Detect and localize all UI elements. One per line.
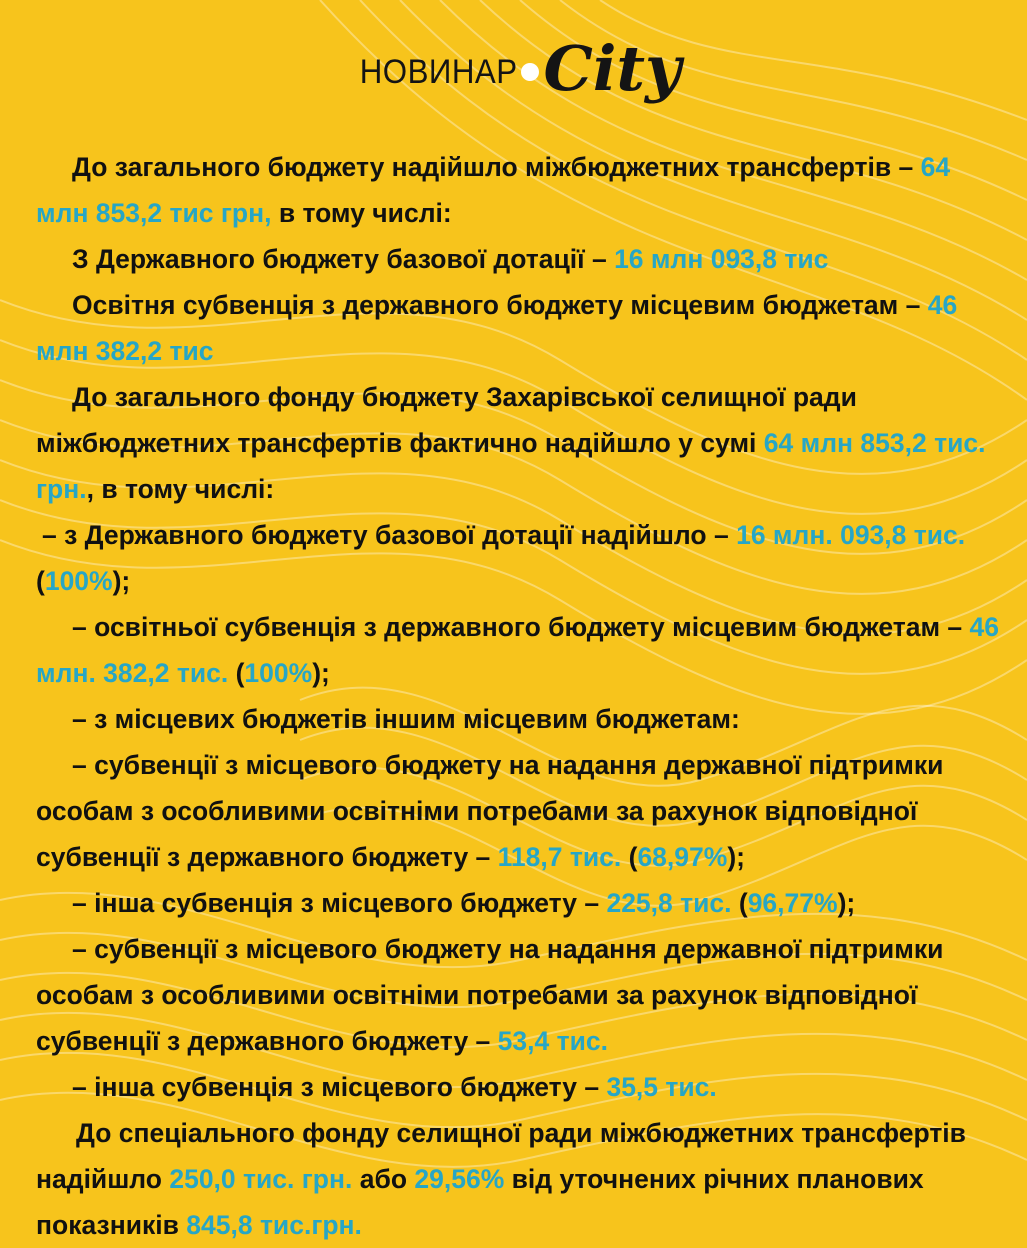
text-segment: ); (112, 566, 131, 596)
text-segment (913, 152, 920, 182)
list-item-education-subvention (36, 604, 1001, 696)
text-segment: від уточнених річних планових показників (36, 1164, 924, 1240)
paragraph-total-transfers (36, 144, 1001, 236)
text-segment: Освітня субвенція з державного бюджету місцевим бюджетам – (72, 290, 928, 320)
text-segment: До загального бюджету надійшло міжбюджетних трансфертів – (72, 152, 914, 182)
highlighted-amount: 46 млн 382,2 тис (36, 290, 958, 366)
text-segment: , в тому числі: (86, 474, 275, 504)
highlighted-amount: 845,8 тис.грн. (186, 1210, 362, 1240)
logo-dot-icon (521, 63, 539, 81)
text-segment: – освітньої субвенція з державного бюджету місцевим бюджетам – (72, 612, 970, 642)
header (0, 22, 1027, 122)
highlighted-amount: 250,0 тис. грн. (169, 1164, 353, 1194)
text-segment: – з місцевих бюджетів іншим місцевим бюджетам: (72, 704, 740, 734)
text-segment: З Державного бюджету базової дотації – (72, 244, 615, 274)
text-segment: ); (312, 658, 330, 688)
text-segment: ); (727, 842, 745, 872)
text-segment: До загального фонду бюджету Захарівської селищної ради міжбюджетних трансфертів фактично надійшло у сумі (36, 382, 857, 458)
highlighted-amount: 53,4 тис. (497, 1026, 608, 1056)
text-segment: – інша субвенція з місцевого бюджету – (72, 888, 607, 918)
text-segment: в тому числі: (271, 198, 452, 228)
list-item-base-subsidy (36, 512, 1001, 604)
text-segment: ( (36, 566, 45, 596)
highlighted-amount: 118,7 тис. (497, 842, 622, 872)
paragraph-general-fund (36, 374, 1001, 512)
highlighted-amount: 64 млн 853,2 тис грн, (36, 152, 951, 228)
highlighted-amount: 16 млн 093,8 тис (614, 244, 829, 274)
brand-logo[interactable] (346, 32, 682, 105)
list-item-other-subvention-2 (36, 1064, 1001, 1110)
text-segment: ); (837, 888, 856, 918)
highlighted-amount: 46 млн. 382,2 тис. (36, 612, 1000, 688)
highlighted-amount: 68,97% (637, 842, 728, 872)
logo-script-city: City (543, 32, 682, 105)
article-body (36, 144, 1001, 1248)
text-segment: ( (731, 888, 748, 918)
list-item-local-budgets (36, 696, 1001, 742)
highlighted-amount: 96,77% (747, 888, 838, 918)
list-item-other-subvention-1 (36, 880, 1001, 926)
highlighted-amount: 29,56% (414, 1164, 505, 1194)
highlighted-amount: 100% (44, 566, 113, 596)
text-segment: – інша субвенція з місцевого бюджету – (72, 1072, 607, 1102)
paragraph-base-subsidy (36, 236, 1001, 282)
highlighted-amount: 225,8 тис. (606, 888, 732, 918)
text-segment: ( (228, 658, 245, 688)
text-segment: або (352, 1164, 415, 1194)
text-segment: – субвенції з місцевого бюджету на надання державної підтримки особам з особливими освітніми потребами за рахунок відповідної субвенції з державного бюджету – (36, 750, 944, 872)
list-item-special-needs-subvention-2 (36, 926, 1001, 1064)
text-segment: ( (621, 842, 638, 872)
highlighted-amount: 35,5 тис. (606, 1072, 717, 1102)
paragraph-education-subvention (36, 282, 1001, 374)
text-segment: – субвенції з місцевого бюджету на надання державної підтримки особам з особливими освітніми потребами за рахунок відповідної субвенції з державного бюджету – (36, 934, 944, 1056)
highlighted-amount: 100% (244, 658, 313, 688)
text-segment: До спеціального фонду селищної ради міжбюджетних трансфертів надійшло (36, 1118, 966, 1194)
highlighted-amount: 16 млн. 093,8 тис. (736, 520, 966, 550)
logo-wordmark: НОВИНАР (359, 52, 518, 91)
highlighted-amount: 64 млн 853,2 тис. грн. (36, 428, 986, 504)
text-segment: – з Державного бюджету базової дотації надійшло – (42, 520, 737, 550)
list-item-special-needs-subvention-1 (36, 742, 1001, 880)
paragraph-special-fund (36, 1110, 1001, 1248)
